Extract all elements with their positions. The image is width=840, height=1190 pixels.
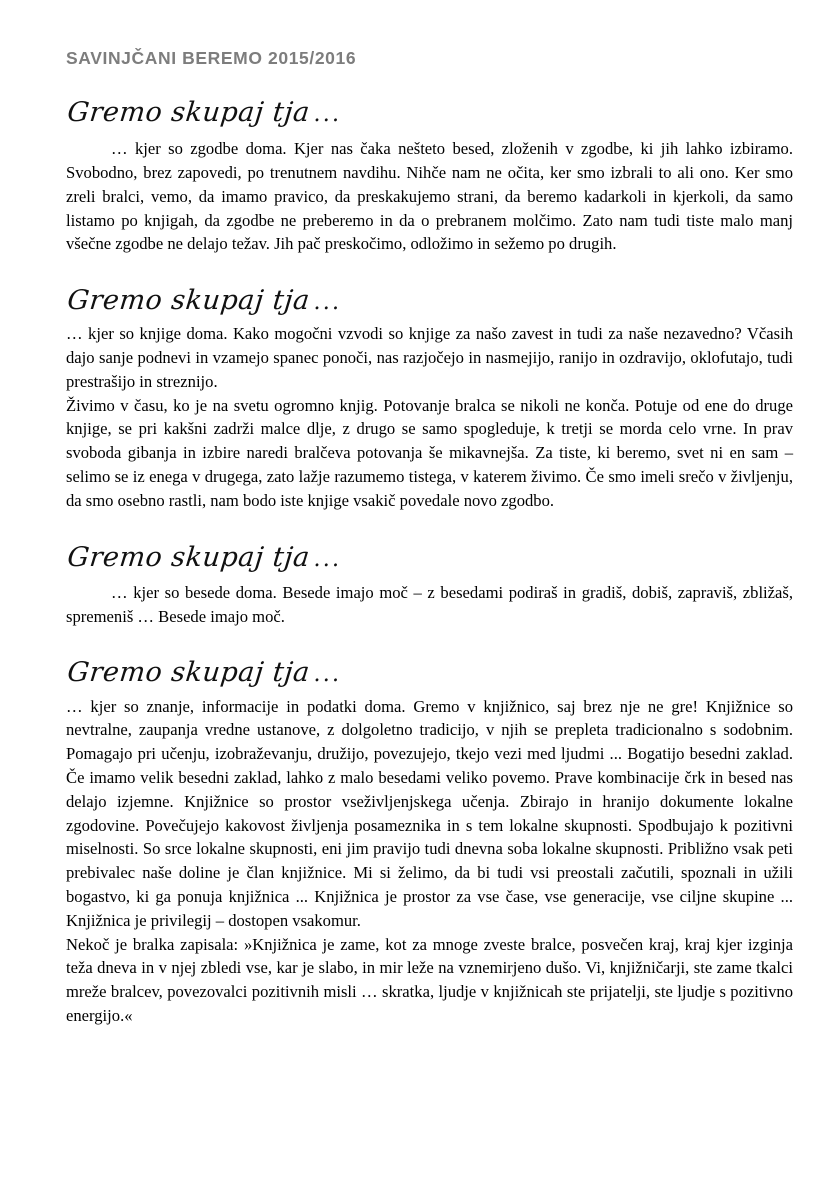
section-heading-text: Gremo skupaj tja (65, 97, 312, 128)
section-heading-ellipsis: ... (313, 100, 344, 127)
paragraph: … kjer so knjige doma. Kako mogočni vzvodi so knjige za našo zavest in tudi za naše nezavedno? Včasih dajo sanje podnevi in vzamejo spanec ponoči, nas razjočejo in nasmejijo, ranijo in ozdravijo, oklofutajo, tudi prestrašijo in streznijo. (66, 324, 793, 391)
section-heading-ellipsis: ... (313, 660, 344, 688)
paragraph: … kjer so zgodbe doma. Kjer nas čaka nešteto besed, zloženih v zgodbe, ki jih lahko izbiramo. Svobodno, brez zapovedi, po trenutnem navdihu. Nihče nam ne očita, ker smo izbrali to ali ono. Ker smo zreli bralci, vemo, da imamo pravico, da preskakujemo strani, da beremo kadarkoli in kjerkoli, da samo listamo po knjigah, da zgodbe ne preberemo in da o prebranem molčimo. Zato nam tudi tiste malo manj všečne zgodbe ne delajo težav. Jih pač preskočimo, odložimo in sežemo po drugih. (66, 139, 793, 254)
section-heading (66, 658, 796, 687)
page-title: SAVINJČANI BEREMO 2015/2016 (66, 48, 357, 68)
section-heading-text: Gremo skupaj tja (65, 285, 312, 317)
section-paragraphs (66, 137, 793, 256)
section-heading (66, 286, 796, 315)
document-body (66, 98, 793, 1028)
section-heading-text: Gremo skupaj tja (65, 657, 312, 689)
section-heading-text: Gremo skupaj tja (65, 541, 312, 573)
section-heading-ellipsis: ... (313, 288, 344, 316)
paragraph: … kjer so besede doma. Besede imajo moč – z besedami podiraš in gradiš, dobiš, zapraviš, zbližaš, spremeniš … Besede imajo moč. (66, 582, 793, 626)
section-paragraphs (66, 581, 793, 629)
section-zgodbe (66, 98, 793, 256)
section-heading-ellipsis: ... (313, 544, 344, 572)
section-heading (66, 543, 796, 572)
section-besede (66, 543, 793, 629)
paragraph: … kjer so znanje, informacije in podatki doma. Gremo v knjižnico, saj brez nje ne gre! Knjižnice so nevtralne, zaupanja vredne ustanove, z dolgoletno tradicijo, v njih se prepleta tradicionalno s sodobnim. Pomagajo pri učenju, izobraževanju, družijo, povezujejo, tkejo vezi med ljudmi ... Bogatijo besedni zaklad. Če imamo velik besedni zaklad, lahko z malo besedami veliko povemo. Prave kombinacije črk in besed nas delajo izjemne. Knjižnice so prostor vseživljenjskega učenja. Zbirajo in hranijo dokumente lokalne zgodovine. Povečujejo kakovost življenja posameznika in s tem lokalne skupnosti. Spodbujajo k pozitivni miselnosti. So srce lokalne skupnosti, eni jim pravijo tudi dnevna soba lokalne skupnosti. Približno vsak peti prebivalec naše doline je član knjižnice. Mi si želimo, da bi tudi vsi preostali začutili, spoznali in užili bogastvo, ki ga ponuja knjižnica ... Knjižnica je prostor za vse čase, vse generacije, vse ciljne skupine ... Knjižnica je privilegij – dostopen vsakomur. (66, 696, 793, 930)
paragraph: Nekoč je bralka zapisala: »Knjižnica je zame, kot za mnoge zveste bralce, posvečen kraj, kraj kjer izginja teža dneva in v njej zbledi vse, kar je slabo, in mir leže na vznemirjeno dušo. Vi, knjižničarji, ste zame tkalci mreže bralcev, povezovalci pozitivnih misli … skratka, ljudje v knjižnicah ste prijatelji, ste ljudje s pozitivno energijo.« (66, 934, 793, 1025)
section-paragraphs (66, 322, 793, 512)
section-paragraphs (66, 695, 793, 1028)
paragraph: Živimo v času, ko je na svetu ogromno knjig. Potovanje bralca se nikoli ne konča. Potuje od ene do druge knjige, se pri kakšni zadrži malce dlje, z drugo se samo spogleduje, k tretji se morda celo vrne. In prav svoboda gibanja in izbire naredi bralčeva potovanja še mikavnejša. Za tiste, ki beremo, svet ni en sam – selimo se iz enega v drugega, zato lažje razumemo tistega, v katerem živimo. Če smo imeli srečo v življenju, da smo osebno rastli, nam bodo iste knjige vsakič povedale novo zgodbo. (66, 395, 793, 510)
section-knjige (66, 286, 793, 513)
section-knjiznica (66, 658, 793, 1027)
section-heading (66, 98, 796, 127)
